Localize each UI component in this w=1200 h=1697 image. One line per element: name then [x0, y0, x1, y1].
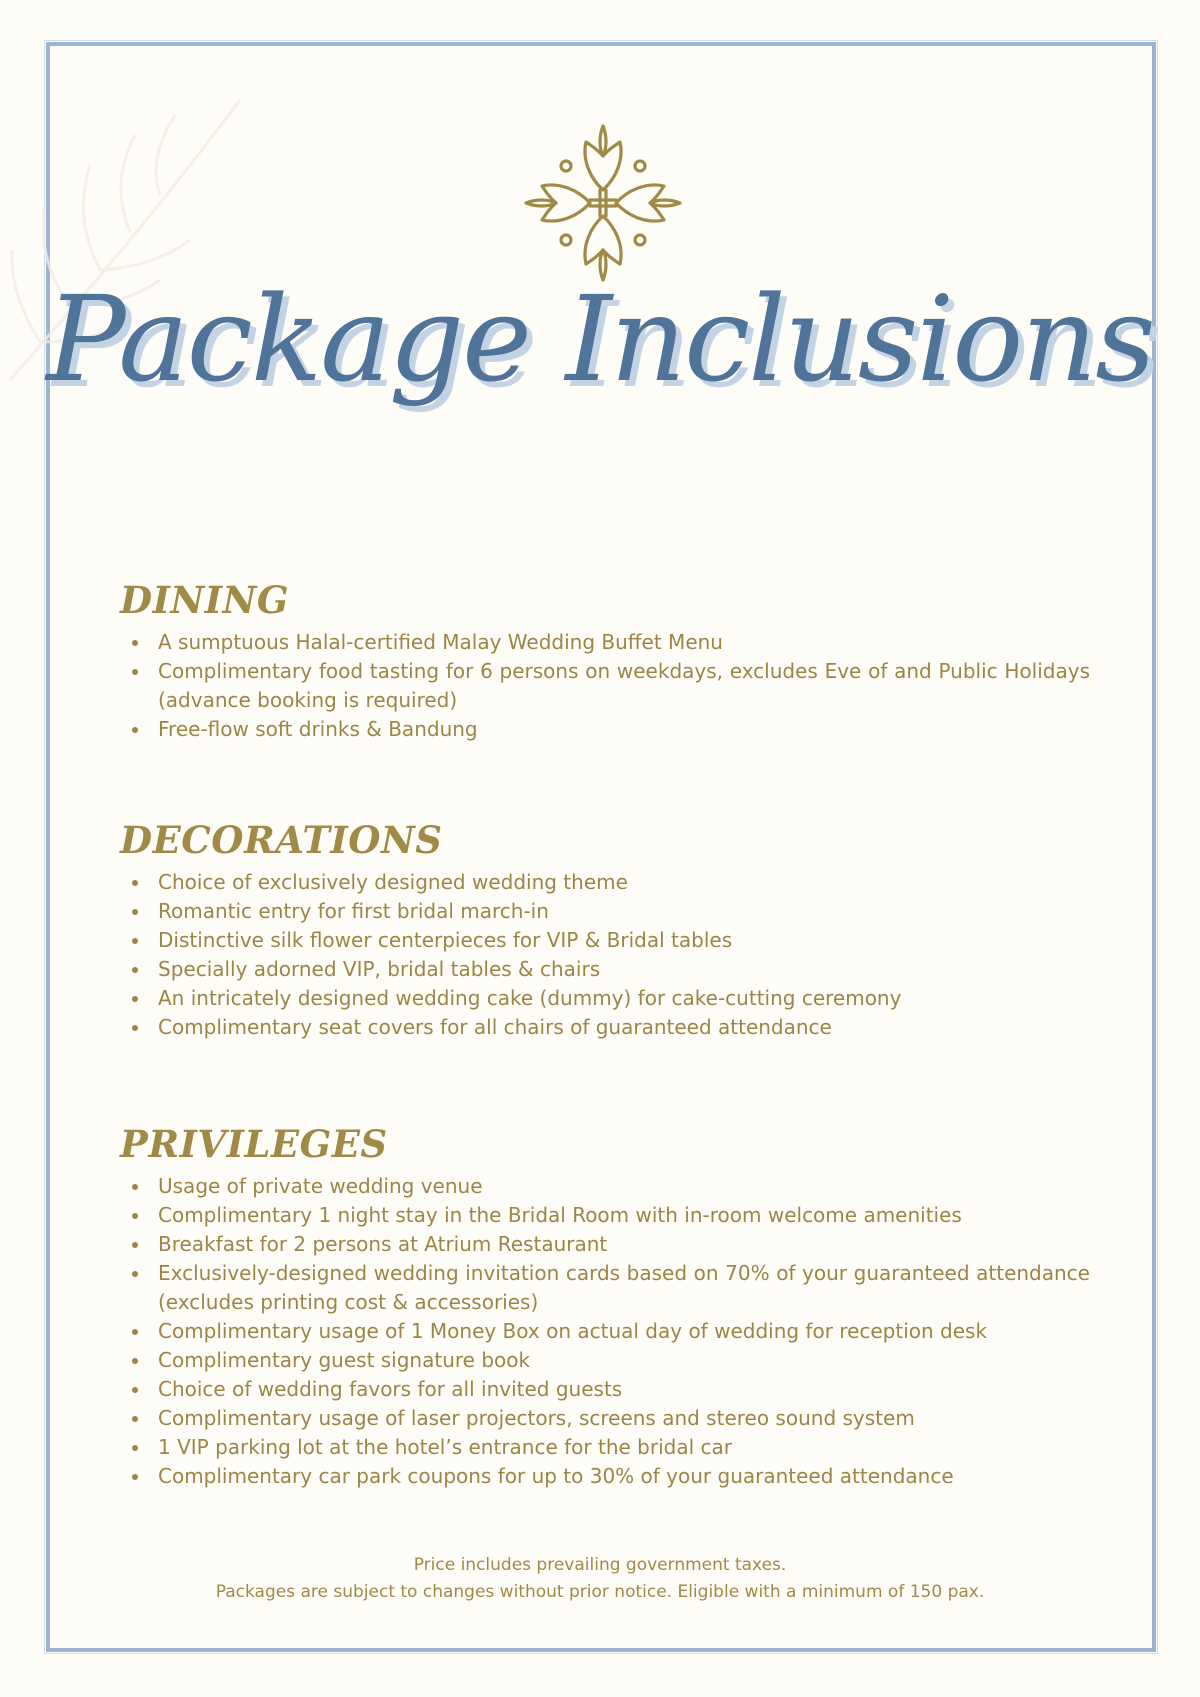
- section-heading-decorations: DECORATIONS: [120, 818, 443, 862]
- list-item: Usage of private wedding venue: [120, 1172, 1090, 1201]
- decorations-list: [120, 868, 1090, 1042]
- list-item: Choice of wedding favors for all invited guests: [120, 1375, 1090, 1404]
- list-item: Distinctive silk flower centerpieces for VIP & Bridal tables: [120, 926, 1090, 955]
- list-item: Free-flow soft drinks & Bandung: [120, 715, 1090, 744]
- list-item: Choice of exclusively designed wedding theme: [120, 868, 1090, 897]
- list-item: Romantic entry for first bridal march-in: [120, 897, 1090, 926]
- page-title: Package Inclusions: [46, 270, 1154, 408]
- section-dining: [120, 578, 1090, 744]
- section-heading-dining: DINING: [120, 578, 289, 622]
- list-item: Exclusively-designed wedding invitation cards based on 70% of your guaranteed attendance (excludes printing cost & accessories): [120, 1259, 1090, 1317]
- floral-cross-emblem-icon: [520, 120, 686, 286]
- list-item: Complimentary seat covers for all chairs of guaranteed attendance: [120, 1013, 1090, 1042]
- footer-tax-note: Price includes prevailing government taxes.: [413, 1555, 787, 1575]
- section-heading-privileges: PRIVILEGES: [120, 1122, 388, 1166]
- footer-terms-note: Packages are subject to changes without prior notice. Eligible with a minimum of 150 pax.: [215, 1582, 985, 1602]
- list-item: Complimentary food tasting for 6 persons on weekdays, excludes Eve of and Public Holidays (advance booking is required): [120, 657, 1090, 715]
- list-item: Complimentary usage of 1 Money Box on actual day of wedding for reception desk: [120, 1317, 1090, 1346]
- list-item: Complimentary car park coupons for up to 30% of your guaranteed attendance: [120, 1462, 1090, 1491]
- list-item: An intricately designed wedding cake (dummy) for cake-cutting ceremony: [120, 984, 1090, 1013]
- list-item: 1 VIP parking lot at the hotel’s entrance for the bridal car: [120, 1433, 1090, 1462]
- list-item: Complimentary guest signature book: [120, 1346, 1090, 1375]
- list-item: Breakfast for 2 persons at Atrium Restaurant: [120, 1230, 1090, 1259]
- list-item: Complimentary usage of laser projectors, screens and stereo sound system: [120, 1404, 1090, 1433]
- list-item: Complimentary 1 night stay in the Bridal Room with in-room welcome amenities: [120, 1201, 1090, 1230]
- footer-notes: [0, 1552, 1200, 1606]
- privileges-list: [120, 1172, 1090, 1491]
- list-item: Specially adorned VIP, bridal tables & chairs: [120, 955, 1090, 984]
- section-privileges: [120, 1122, 1090, 1491]
- list-item: A sumptuous Halal-certified Malay Wedding Buffet Menu: [120, 628, 1090, 657]
- dining-list: [120, 628, 1090, 744]
- section-decorations: [120, 818, 1090, 1042]
